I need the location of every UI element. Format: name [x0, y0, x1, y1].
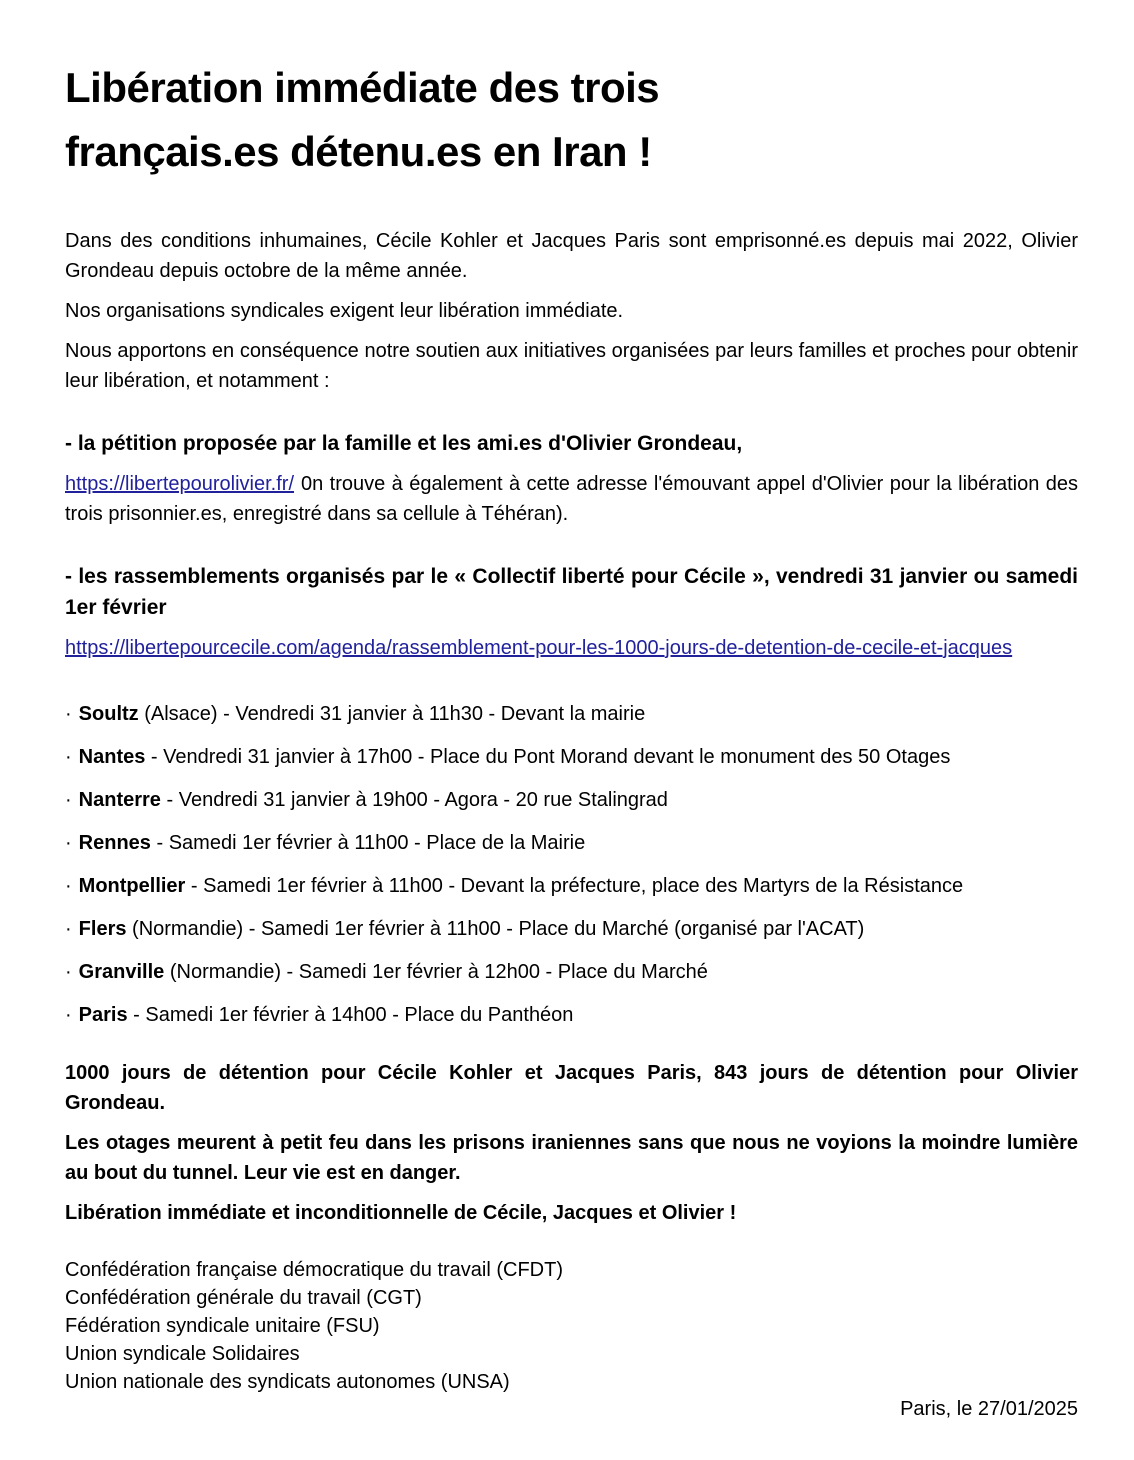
event-granville	[65, 957, 1078, 987]
dateline: Paris, le 27/01/2025	[900, 1398, 1078, 1421]
event-details: - Samedi 1er février à 11h00 - Devant la préfecture, place des Martyrs de la Résistance	[185, 874, 964, 897]
bullet-icon: ·	[65, 788, 72, 811]
intro-paragraph-1: Dans des conditions inhumaines, Cécile Kohler et Jacques Paris sont emprisonné.es depuis mai 2022, Olivier Grondeau depuis octobre de la même année.	[65, 229, 1078, 282]
signatory-solidaires: Union syndicale Solidaires	[65, 1343, 300, 1366]
bullet-icon: ·	[65, 874, 72, 897]
emphasis-liberation-call: Libération immédiate et inconditionnelle de Cécile, Jacques et Olivier !	[65, 1201, 737, 1224]
event-nanterre	[65, 785, 1078, 815]
event-rennes	[65, 828, 1078, 858]
signatory-unsa: Union nationale des syndicats autonomes (UNSA)	[65, 1371, 510, 1394]
signatory-cgt: Confédération générale du travail (CGT)	[65, 1287, 422, 1310]
event-details: - Vendredi 31 janvier à 17h00 - Place du Pont Morand devant le monument des 50 Otages	[145, 745, 951, 768]
events-list	[65, 699, 1078, 1030]
event-soultz	[65, 699, 1078, 729]
rallies-link-paragraph	[65, 633, 1078, 663]
bullet-icon: ·	[65, 702, 72, 725]
rallies-section-heading: - les rassemblements organisés par le « Collectif liberté pour Cécile », vendredi 31 janvier ou samedi 1er février	[65, 564, 1078, 619]
petition-section-heading: - la pétition proposée par la famille et les ami.es d'Olivier Grondeau,	[65, 431, 743, 455]
event-montpellier	[65, 871, 1078, 901]
event-city: Soultz	[78, 702, 139, 725]
emphasis-danger: Les otages meurent à petit feu dans les prisons iraniennes sans que nous ne voyions la moindre lumière au bout du tunnel. Leur vie est en danger.	[65, 1131, 1078, 1185]
bullet-icon: ·	[65, 917, 72, 940]
emphasis-detention-days: 1000 jours de détention pour Cécile Kohler et Jacques Paris, 843 jours de détention pour Olivier Grondeau.	[65, 1061, 1078, 1115]
event-details: (Normandie) - Samedi 1er février à 12h00 - Place du Marché	[164, 960, 708, 983]
petition-link-paragraph	[65, 469, 1078, 529]
signatories-list	[65, 1256, 1078, 1396]
event-city: Nanterre	[78, 788, 161, 811]
event-flers	[65, 914, 1078, 944]
bullet-icon: ·	[65, 831, 72, 854]
petition-link[interactable]: https://libertepourolivier.fr/	[65, 472, 294, 495]
bullet-icon: ·	[65, 745, 72, 768]
event-city: Paris	[78, 1003, 128, 1026]
event-city: Flers	[78, 917, 127, 940]
intro-paragraph-2: Nos organisations syndicales exigent leur libération immédiate.	[65, 299, 624, 322]
bullet-icon: ·	[65, 960, 72, 983]
signatory-cfdt: Confédération française démocratique du travail (CFDT)	[65, 1259, 563, 1282]
event-details: - Vendredi 31 janvier à 19h00 - Agora - 20 rue Stalingrad	[160, 788, 668, 811]
event-details: (Alsace) - Vendredi 31 janvier à 11h30 - Devant la mairie	[138, 702, 646, 725]
event-city: Nantes	[78, 745, 146, 768]
rallies-link[interactable]: https://libertepourcecile.com/agenda/rassemblement-pour-les-1000-jours-de-detention-de-cecile-et-jacques	[65, 636, 1013, 659]
event-paris	[65, 1000, 1078, 1030]
intro-paragraph-3: Nous apportons en conséquence notre soutien aux initiatives organisées par leurs familles et proches pour obtenir leur libération, et notamment :	[65, 339, 1078, 392]
signatory-fsu: Fédération syndicale unitaire (FSU)	[65, 1315, 380, 1338]
event-city: Montpellier	[78, 874, 186, 897]
document-title: Libération immédiate des trois français.es détenu.es en Iran !	[65, 64, 660, 175]
event-details: - Samedi 1er février à 11h00 - Place de la Mairie	[150, 831, 586, 854]
event-city: Rennes	[78, 831, 151, 854]
event-nantes	[65, 742, 1078, 772]
bullet-icon: ·	[65, 1003, 72, 1026]
petition-link-description: 0n trouve à également à cette adresse l'émouvant appel d'Olivier pour la libération des trois prisonnier.es, enregistré dans sa cellule à Téhéran).	[65, 472, 1078, 525]
event-details: (Normandie) - Samedi 1er février à 11h00 - Place du Marché (organisé par l'ACAT)	[126, 917, 865, 940]
event-details: - Samedi 1er février à 14h00 - Place du Panthéon	[127, 1003, 574, 1026]
event-city: Granville	[78, 960, 165, 983]
